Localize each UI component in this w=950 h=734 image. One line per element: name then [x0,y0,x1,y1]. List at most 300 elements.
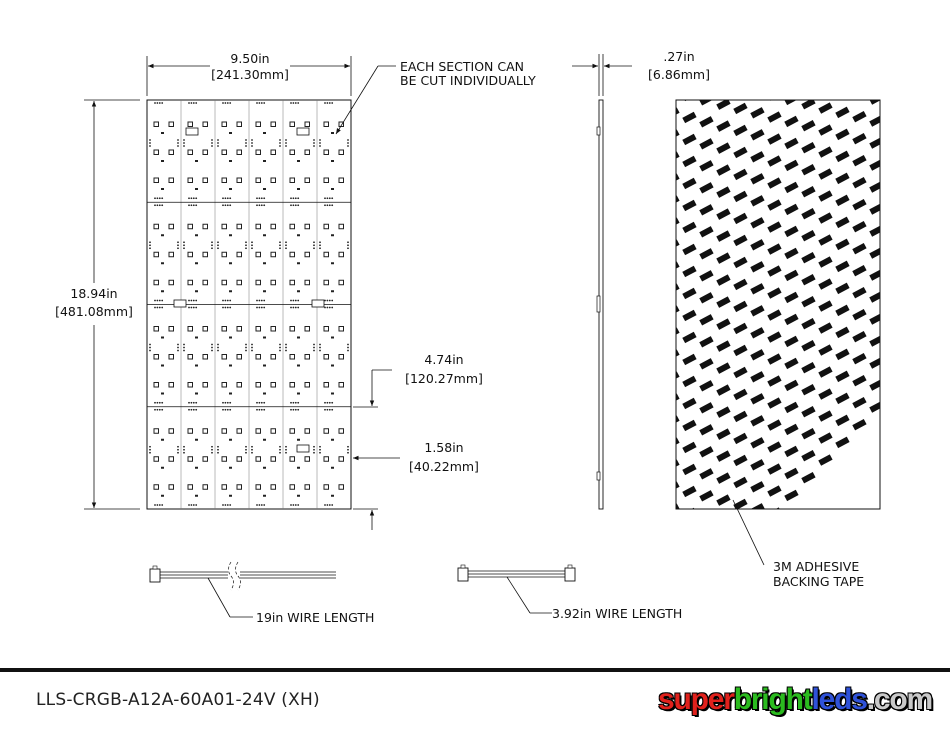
led-chip [256,178,261,183]
solder-pad [222,409,224,411]
tape-print-mark [886,142,900,153]
led-chip [237,485,242,490]
height-in-label: 18.94in [70,286,118,301]
contact-dot [245,241,247,243]
solder-pad [261,204,263,206]
contact-dot [285,247,287,249]
led-chip [169,457,174,462]
resistor [263,393,266,395]
solder-pad [327,102,329,104]
tape-print-mark [682,2,696,13]
contact-dot [245,145,247,147]
led-chip [339,280,344,285]
led-chip [256,150,261,155]
tape-print-mark [716,538,730,549]
contact-dot [251,449,253,451]
brand-logo [658,683,932,717]
contact-dot [183,142,185,144]
contact-dot [285,449,287,451]
tape-print-mark [886,120,900,131]
resistor [195,262,198,264]
solder-pad [159,504,161,506]
contact-dot [217,449,219,451]
contact-dot [149,449,151,451]
led-chip [203,429,208,434]
solder-pad [193,402,195,404]
led-chip [237,429,242,434]
led-chip [169,252,174,257]
tape-print-mark [733,0,747,4]
solder-pad [225,409,227,411]
tape-print-mark [682,574,696,585]
resistor [161,337,164,339]
resistor [297,439,300,441]
short-wire [458,565,682,621]
tape-print-mark [784,6,798,17]
led-chip [290,150,295,155]
led-chip [154,122,159,127]
contact-dot [177,449,179,451]
tape-print-mark [886,230,900,241]
solder-pad [191,197,193,199]
contact-dot [251,139,253,141]
solder-pad [154,197,156,199]
tape-print-mark [699,534,713,545]
led-chip [222,383,227,388]
solder-pad [229,300,231,302]
solder-pad [225,197,227,199]
contact-dot [313,247,315,249]
tape-print-mark [886,186,900,197]
resistor [331,365,334,367]
tape-print-mark [665,569,679,580]
solder-pad [297,307,299,309]
solder-pad [154,204,156,206]
resistor [229,234,232,236]
led-chip [339,252,344,257]
led-chip [188,355,193,360]
solder-pad [161,402,163,404]
solder-pad [290,204,292,206]
led-chip [256,280,261,285]
front-view-panel [147,100,351,509]
tape-print-mark [818,58,832,69]
depth-in-label: .27in [663,49,695,64]
solder-pad [193,504,195,506]
resistor [161,365,164,367]
connector-block [297,128,309,135]
contact-dot [279,241,281,243]
pitch-mm-label: [40.22mm] [409,459,479,474]
resistor [331,439,334,441]
height-mm-label: [481.08mm] [55,304,133,319]
led-chip [188,485,193,490]
contact-dot [285,244,287,246]
solder-pad [195,204,197,206]
solder-pad [159,204,161,206]
contact-dot [217,142,219,144]
contact-dot [319,347,321,349]
solder-pad [191,402,193,404]
led-chip [290,485,295,490]
contact-dot [149,446,151,448]
solder-pad [157,402,159,404]
contact-dot [251,247,253,249]
led-chip [154,457,159,462]
solder-pad [297,409,299,411]
contact-dot [245,347,247,349]
solder-pad [327,204,329,206]
solder-pad [259,102,261,104]
tape-print-mark [767,45,781,56]
resistor [195,160,198,162]
tape-print-mark [665,591,679,602]
resistor [331,262,334,264]
contact-dot [177,244,179,246]
solder-pad [290,307,292,309]
solder-pad [229,409,231,411]
solder-pad [293,300,295,302]
contact-dot [313,452,315,454]
solder-pad [191,102,193,104]
tape-print-mark [733,37,747,48]
contact-dot [347,247,349,249]
solder-pad [261,402,263,404]
solder-pad [229,307,231,309]
solder-pad [263,402,265,404]
resistor [229,290,232,292]
led-chip [169,150,174,155]
back-view-tape [665,0,900,625]
contact-dot [183,350,185,352]
tape-print-mark [750,19,764,30]
solder-pad [329,409,331,411]
solder-pad [227,204,229,206]
tape-print-mark [869,71,883,82]
led-chip [188,122,193,127]
led-chip [237,150,242,155]
contact-dot [149,452,151,454]
solder-pad [256,307,258,309]
cut-note-line2: BE CUT INDIVIDUALLY [400,73,536,88]
solder-pad [195,504,197,506]
solder-pad [227,197,229,199]
tape-print-mark [784,72,798,83]
solder-pad [290,102,292,104]
resistor [161,188,164,190]
contact-dot [279,244,281,246]
solder-pad [161,300,163,302]
solder-pad [154,307,156,309]
contact-dot [217,247,219,249]
resistor [161,234,164,236]
resistor [263,234,266,236]
resistor [161,262,164,264]
solder-pad [259,197,261,199]
contact-dot [149,247,151,249]
solder-pad [295,409,297,411]
contact-dot [279,350,281,352]
resistor [195,188,198,190]
solder-pad [259,300,261,302]
solder-pad [329,204,331,206]
solder-pad [327,402,329,404]
solder-pad [195,197,197,199]
contact-dot [319,344,321,346]
contact-dot [313,344,315,346]
resistor [161,132,164,134]
contact-dot [319,449,321,451]
solder-pad [261,504,263,506]
section-mm-label: [120.27mm] [405,371,483,386]
resistor [161,393,164,395]
led-chip [169,224,174,229]
led-chip [154,252,159,257]
led-chip [203,383,208,388]
tape-print-mark [886,318,900,329]
contact-dot [177,241,179,243]
led-chip [290,429,295,434]
led-chip [271,252,276,257]
tape-print-mark [835,41,849,52]
solder-pad [324,102,326,104]
led-chip [324,355,329,360]
led-chip [271,457,276,462]
solder-pad [188,307,190,309]
tape-print-mark [835,0,849,8]
solder-pad [293,409,295,411]
contact-dot [245,247,247,249]
contact-dot [319,446,321,448]
solder-pad [261,197,263,199]
contact-dot [245,344,247,346]
solder-pad [324,402,326,404]
solder-pad [263,307,265,309]
solder-pad [256,197,258,199]
model-number: LLS-CRGB-A12A-60A01-24V (XH) [36,690,320,710]
contact-dot [183,139,185,141]
led-chip [222,178,227,183]
solder-pad [324,409,326,411]
led-chip [324,327,329,332]
led-chip [305,178,310,183]
tape-print-mark [665,547,679,558]
contact-dot [211,142,213,144]
led-chip [203,457,208,462]
led-chip [271,178,276,183]
contact-dot [245,446,247,448]
led-chip [324,485,329,490]
led-chip [324,150,329,155]
tape-print-mark [733,15,747,26]
resistor [229,365,232,367]
solder-pad [157,300,159,302]
solder-pad [331,307,333,309]
led-chip [290,383,295,388]
tape-note [733,500,864,589]
solder-pad [193,102,195,104]
tape-print-mark [767,23,781,34]
resistor [331,188,334,190]
contact-dot [149,241,151,243]
solder-pad [161,197,163,199]
solder-pad [191,300,193,302]
contact-dot [217,244,219,246]
led-chip [271,429,276,434]
led-chip [188,150,193,155]
tape-print-mark [682,24,696,35]
solder-pad [331,204,333,206]
solder-pad [193,307,195,309]
resistor [297,160,300,162]
solder-pad [227,307,229,309]
tape-print-mark [818,0,832,4]
solder-pad [227,300,229,302]
solder-pad [229,204,231,206]
contact-dot [217,452,219,454]
solder-pad [227,504,229,506]
led-chip [237,457,242,462]
contact-dot [245,449,247,451]
contact-dot [177,350,179,352]
led-chip [256,383,261,388]
tape-print-mark [665,85,679,96]
contact-dot [177,247,179,249]
contact-dot [211,244,213,246]
contact-dot [319,241,321,243]
led-chip [203,280,208,285]
contact-dot [319,139,321,141]
contact-dot [177,344,179,346]
logo-part-leds: leds [811,683,867,716]
tape-print-mark [733,543,747,554]
tape-print-mark [869,27,883,38]
contact-dot [177,452,179,454]
led-chip [188,224,193,229]
solder-pad [293,197,295,199]
resistor [195,337,198,339]
resistor [229,188,232,190]
tape-print-mark [767,89,781,100]
resistor [195,290,198,292]
tape-print-mark [682,530,696,541]
led-chip [290,280,295,285]
contact-dot [347,145,349,147]
solder-pad [256,300,258,302]
contact-dot [149,344,151,346]
solder-pad [229,102,231,104]
solder-pad [263,409,265,411]
tape-print-mark [886,274,900,285]
contact-dot [183,241,185,243]
solder-pad [222,102,224,104]
solder-pad [261,300,263,302]
led-chip [290,252,295,257]
solder-pad [256,504,258,506]
solder-pad [222,307,224,309]
led-chip [305,280,310,285]
contact-dot [279,139,281,141]
resistor [331,132,334,134]
led-chip [305,457,310,462]
solder-pad [295,197,297,199]
contact-dot [251,142,253,144]
tape-print-mark [716,32,730,43]
solder-pad [297,504,299,506]
resistor [229,262,232,264]
solder-pad [188,102,190,104]
led-chip [203,252,208,257]
resistor [297,262,300,264]
contact-dot [319,244,321,246]
solder-pad [195,409,197,411]
contact-dot [251,446,253,448]
contact-dot [245,142,247,144]
led-chip [271,327,276,332]
tape-print-mark [784,50,798,61]
tape-print-mark [699,50,713,61]
contact-dot [211,139,213,141]
solder-pad [295,307,297,309]
solder-pad [188,197,190,199]
tape-print-mark [886,98,900,109]
led-chip [305,327,310,332]
contact-dot [347,142,349,144]
solder-pad [229,504,231,506]
solder-pad [324,504,326,506]
solder-pad [159,102,161,104]
contact-dot [313,350,315,352]
short-wire-label: 3.92in WIRE LENGTH [552,606,683,621]
solder-pad [259,307,261,309]
contact-dot [183,344,185,346]
contact-dot [251,344,253,346]
resistor [263,467,266,469]
solder-pad [188,300,190,302]
resistor [229,495,232,497]
solder-pad [229,402,231,404]
pitch-in-label: 1.58in [424,440,464,455]
solder-pad [157,102,159,104]
contact-dot [319,247,321,249]
contact-dot [313,145,315,147]
resistor [297,188,300,190]
tape-print-mark [835,63,849,74]
resistor [229,337,232,339]
solder-pad [293,504,295,506]
tape-print-mark [801,10,815,21]
tape-label-line1: 3M ADHESIVE [773,559,860,574]
tape-print-mark [869,49,883,60]
led-chip [237,280,242,285]
contact-dot [211,241,213,243]
contact-dot [347,449,349,451]
resistor [331,290,334,292]
solder-pad [157,197,159,199]
contact-dot [319,142,321,144]
contact-dot [251,244,253,246]
contact-dot [217,241,219,243]
led-chip [339,224,344,229]
long-wire-label: 19in WIRE LENGTH [256,610,375,625]
depth-mm-label: [6.86mm] [648,67,710,82]
tape-print-mark [869,5,883,16]
tape-print-mark [886,54,900,65]
led-chip [222,429,227,434]
tape-print-mark [852,45,866,56]
contact-dot [285,452,287,454]
contact-dot [285,139,287,141]
